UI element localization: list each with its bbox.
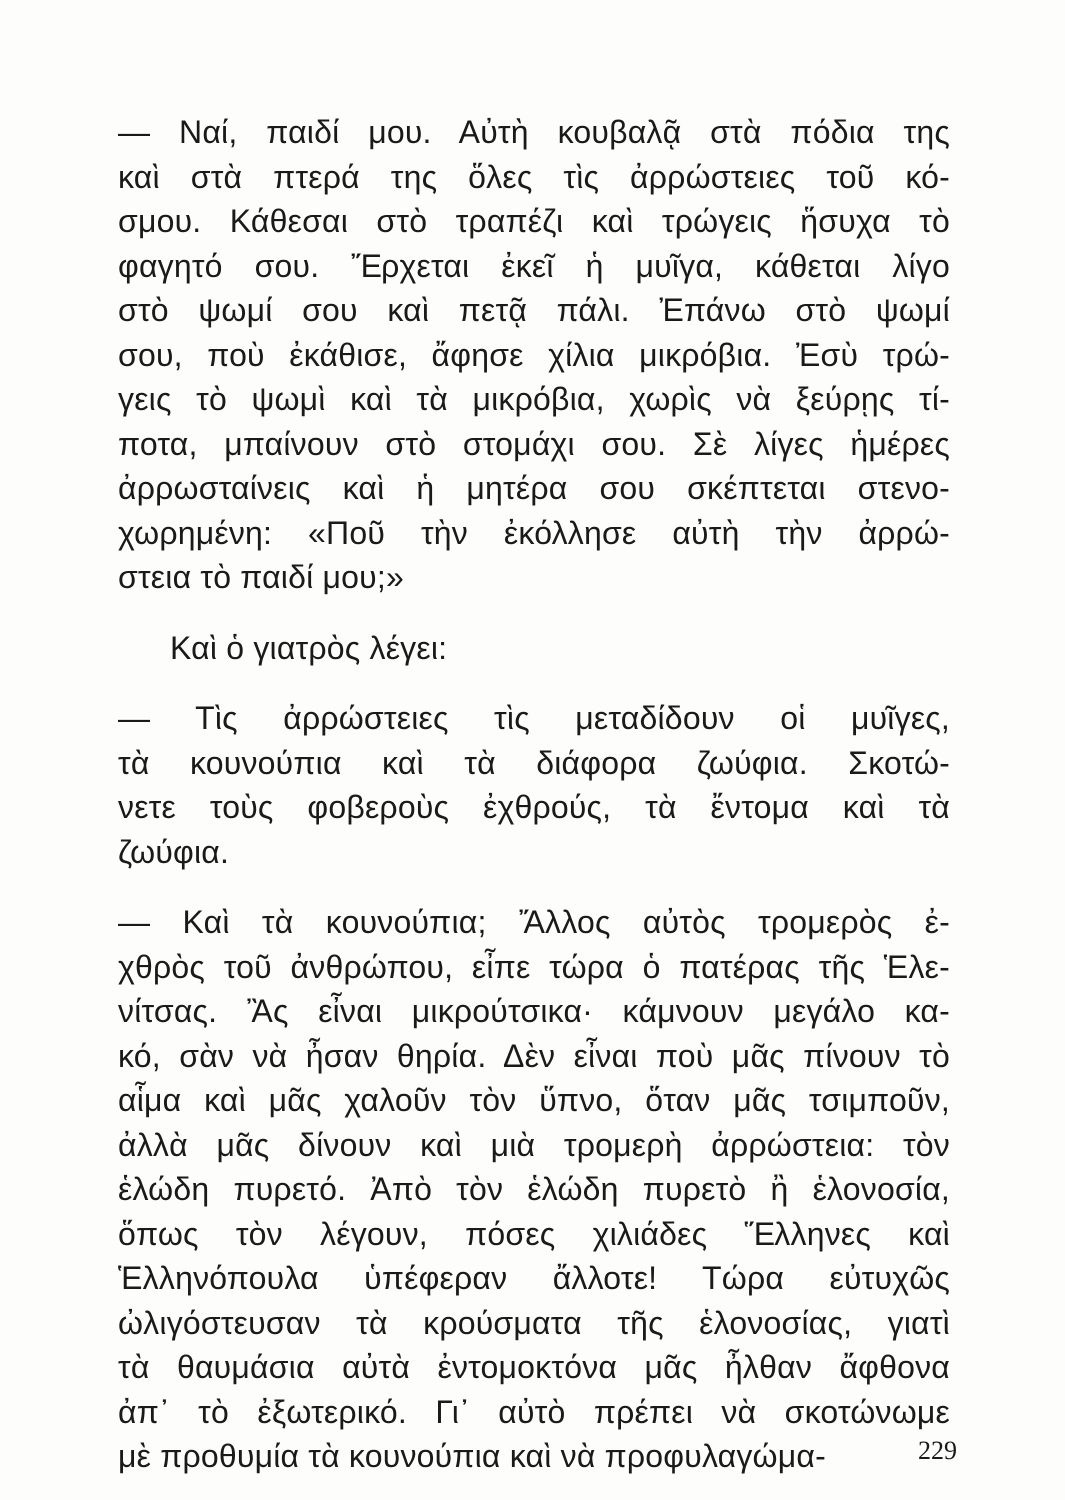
text-line: κό, σὰν νὰ ἦσαν θηρία. Δὲν εἶναι ποὺ μᾶς πίνουν τὸ: [118, 1037, 950, 1074]
text-line: — Καὶ τὰ κουνούπια; Ἄλλος αὐτὸς τρομερὸς ἐ-: [118, 904, 950, 940]
text-line: ἀρρωσταίνεις καὶ ἡ μητέρα σου σκέπτεται στενο-: [118, 470, 950, 506]
text-line: καὶ στὰ πτερά της ὅλες τὶς ἀρρώστειες τοῦ κό-: [118, 158, 950, 195]
text-line: ἀλλὰ μᾶς δίνουν καὶ μιὰ τρομερὴ ἀρρώστεια: τὸν: [118, 1126, 950, 1163]
text-line: ποτα, μπαίνουν στὸ στομάχι σου. Σὲ λίγες ἡμέρες: [118, 425, 950, 462]
text-line: φαγητό σου. Ἔρχεται ἐκεῖ ἡ μυῖγα, κάθεται λίγο: [118, 247, 950, 284]
text-line: ἀπ᾽ τὸ ἐξωτερικό. Γι᾽ αὐτὸ πρέπει νὰ σκοτώνωμε: [118, 1393, 950, 1430]
text-line: στεια τὸ παιδί μου;»: [118, 559, 404, 595]
text-line: Ἑλληνόπουλα ὑπέφεραν ἄλλοτε! Τώρα εὐτυχῶς: [118, 1260, 950, 1296]
text-line: ζωύφια.: [118, 833, 230, 870]
text-line: ὠλιγόστευσαν τὰ κρούσματα τῆς ἑλονοσίας, γιατὶ: [118, 1304, 950, 1341]
text-line: — Ναί, παιδί μου. Αὐτὴ κουβαλᾷ στὰ πόδια της: [118, 114, 950, 150]
text-line: τὰ θαυμάσια αὐτὰ ἐντομοκτόνα μᾶς ἦλθαν ἄφθονα: [118, 1349, 950, 1385]
text-line: — Τὶς ἀρρώστειες τὶς μεταδίδουν οἱ μυῖγες,: [118, 700, 950, 736]
paragraph: [118, 696, 950, 874]
page-number: 229: [918, 1436, 957, 1465]
book-page-text: [118, 110, 950, 1479]
text-line: γεις τὸ ψωμὶ καὶ τὰ μικρόβια, χωρὶς νὰ ξεύρῃς τί-: [118, 381, 950, 417]
text-line: ὅπως τὸν λέγουν, πόσες χιλιάδες Ἕλληνες καὶ: [118, 1215, 950, 1252]
text-line: τὰ κουνούπια καὶ τὰ διάφορα ζωύφια. Σκοτώ-: [118, 744, 950, 781]
text-line: χθρὸς τοῦ ἀνθρώπου, εἶπε τώρα ὁ πατέρας τῆς Ἑλε-: [118, 948, 950, 985]
paragraph-gap: [118, 670, 950, 696]
paragraph-gap: [118, 874, 950, 900]
text-line: Καὶ ὁ γιατρὸς λέγει:: [170, 629, 448, 666]
text-line: νίτσας. Ἂς εἶναι μικρούτσικα· κάμνουν μεγάλο κα-: [118, 993, 950, 1029]
paragraph: [118, 900, 950, 1479]
paragraph: [118, 626, 950, 671]
text-line: νετε τοὺς φοβεροὺς ἐχθρούς, τὰ ἔντομα καὶ τὰ: [118, 789, 950, 825]
paragraph: [118, 110, 950, 600]
text-line: σμου. Κάθεσαι στὸ τραπέζι καὶ τρώγεις ἥσυχα τὸ: [118, 203, 950, 239]
paragraph-gap: [118, 600, 950, 626]
text-line: αἷμα καὶ μᾶς χαλοῦν τὸν ὕπνο, ὅταν μᾶς τσιμποῦν,: [118, 1082, 950, 1118]
text-line: ἑλώδη πυρετό. Ἀπὸ τὸν ἑλώδη πυρετὸ ἢ ἑλονοσία,: [118, 1171, 950, 1207]
text-line: μὲ προθυμία τὰ κουνούπια καὶ νὰ προφυλαγώμα-: [118, 1438, 826, 1474]
text-line: χωρημένη: «Ποῦ τὴν ἐκόλλησε αὐτὴ τὴν ἀρρώ-: [118, 514, 950, 551]
text-line: στὸ ψωμί σου καὶ πετᾷ πάλι. Ἐπάνω στὸ ψωμί: [118, 292, 950, 328]
text-line: σου, ποὺ ἐκάθισε, ἄφησε χίλια μικρόβια. Ἐσὺ τρώ-: [118, 336, 950, 373]
